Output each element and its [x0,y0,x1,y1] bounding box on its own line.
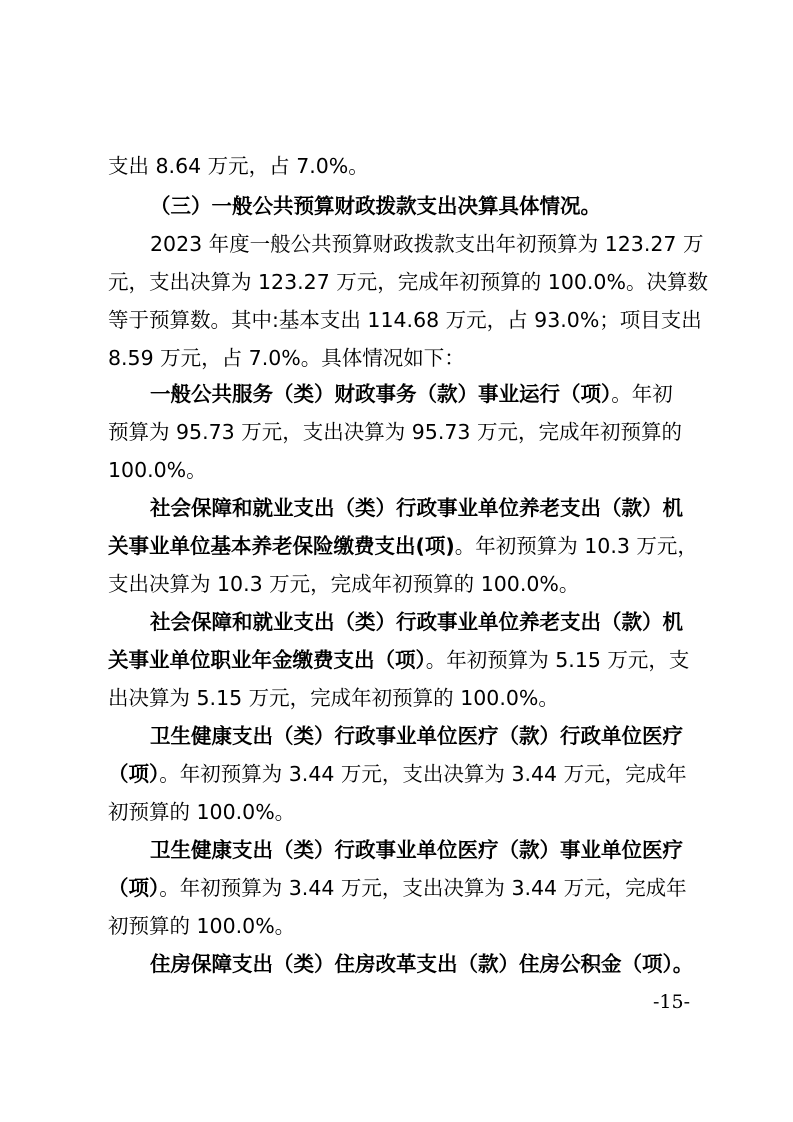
body-text: 支出决算为 10.3 万元，完成年初预算的 100.0%。 [108,572,580,596]
category-heading: （项） [108,762,160,786]
page-number: -15- [652,991,690,1013]
category-heading: 社会保障和就业支出（类）行政事业单位养老支出（款）机 [150,496,683,520]
body-text: 初预算的 100.0%。 [108,800,296,824]
category-heading: 社会保障和就业支出（类）行政事业单位养老支出（款）机 [150,610,683,634]
text-line [108,456,793,484]
category-heading: 卫生健康支出（类）行政事业单位医疗（款）行政单位医疗 [150,724,683,748]
text-line [150,836,793,864]
text-line [108,684,793,712]
body-text: 。年初预算为 5.15 万元，支 [425,648,690,672]
body-text: 元，支出决算为 123.27 万元，完成年初预算的 100.0%。决算数 [108,270,708,294]
text-line [108,344,793,372]
body-text: 等于预算数。其中:基本支出 114.68 万元，占 93.0%；项目支出 [108,308,702,332]
body-text: 。 [672,952,694,976]
text-line [108,306,793,334]
text-line [108,570,793,598]
text-line [108,532,793,560]
body-text: 。年初预算为 3.44 万元，支出决算为 3.44 万元，完成年 [159,762,687,786]
heading-text: （三）一般公共预算财政拨款支出决算具体情况。 [150,194,601,218]
category-heading: 卫生健康支出（类）行政事业单位医疗（款）事业单位医疗 [150,838,683,862]
text-line [108,152,793,180]
text-line [108,418,793,446]
body-text: 预算为 95.73 万元，支出决算为 95.73 万元，完成年初预算的 [108,420,682,444]
category-heading: 关事业单位职业年金缴费支出（项） [108,648,426,672]
body-text: 支出 8.64 万元，占 7.0%。 [108,154,369,178]
body-text: 。年初预算为 3.44 万元，支出决算为 3.44 万元，完成年 [159,876,687,900]
text-line [150,608,793,636]
body-text: 。年初 [611,382,673,406]
text-line [108,874,793,902]
category-heading: 关事业单位基本养老保险缴费支出(项) [108,534,455,558]
text-line [150,722,793,750]
text-line [150,230,793,258]
body-text: 8.59 万元，占 7.0%。具体情况如下： [108,346,465,370]
body-text: 2023 年度一般公共预算财政拨款支出年初预算为 123.27 万 [150,232,704,256]
text-line [150,950,793,978]
text-line [108,912,793,940]
section-heading [150,192,793,220]
body-text: 初预算的 100.0%。 [108,914,296,938]
text-line [108,760,793,788]
body-text: 出决算为 5.15 万元，完成年初预算的 100.0%。 [108,686,559,710]
body-text: 。年初预算为 10.3 万元， [454,534,698,558]
text-line [150,380,793,408]
text-line [108,646,793,674]
body-text: 100.0%。 [108,458,207,482]
category-heading: 一般公共服务（类）财政事务（款）事业运行（项） [150,382,612,406]
category-heading: 住房保障支出（类）住房改革支出（款）住房公积金（项） [150,952,673,976]
category-heading: （项） [108,876,160,900]
text-line [108,268,793,296]
text-line [150,494,793,522]
text-line [108,798,793,826]
